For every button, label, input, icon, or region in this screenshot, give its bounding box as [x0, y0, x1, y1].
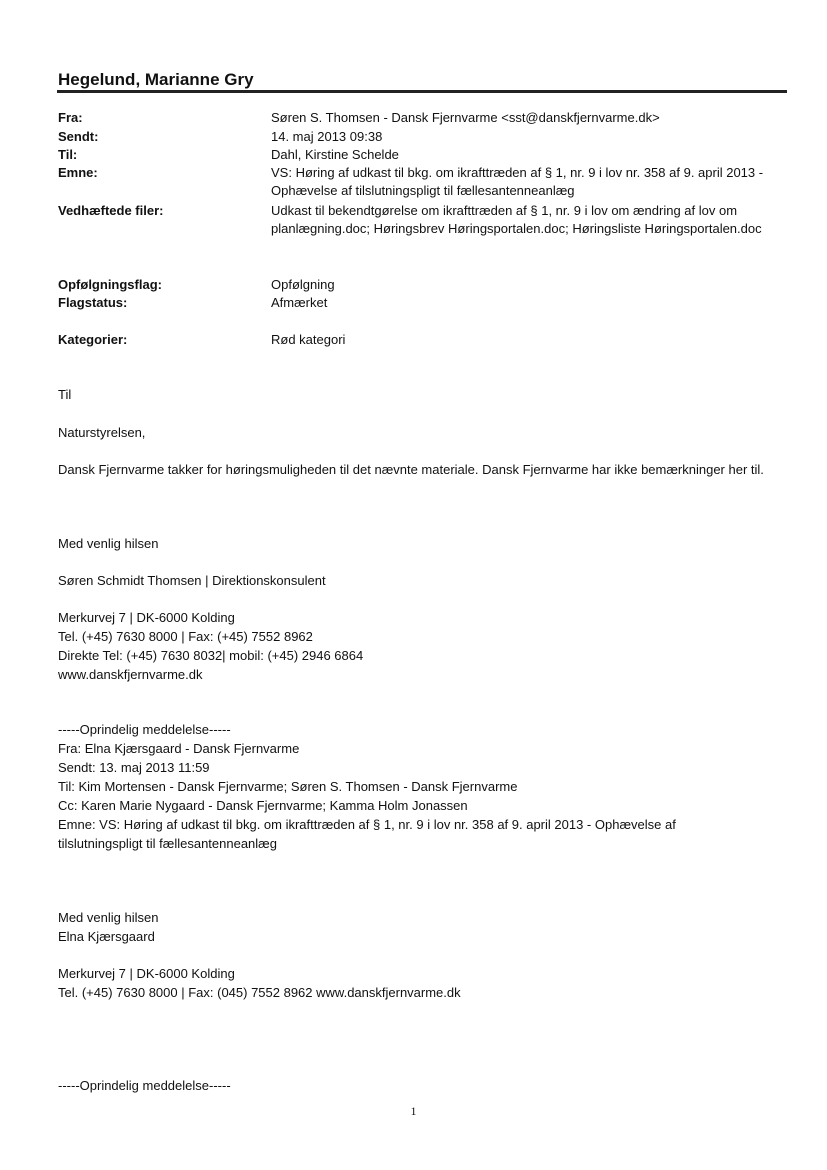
header-label: Fra: [58, 110, 83, 125]
mailbox-owner: Hegelund, Marianne Gry [58, 70, 254, 89]
header-value: Dahl, Kirstine Schelde [271, 147, 399, 162]
address: Merkurvej 7 | DK-6000 Kolding [58, 610, 235, 625]
original-closing: Med venlig hilsen [58, 910, 159, 925]
original-separator-2: -----Oprindelig meddelelse----- [58, 1078, 231, 1093]
original-subject: Emne: VS: Høring af udkast til bkg. om ikrafttræden af § 1, nr. 9 i lov nr. 358 af 9. april 2013 - Ophævelse af tilslutningspligt til fællesantenneanlæg [58, 817, 676, 851]
signer: Søren Schmidt Thomsen | Direktionskonsulent [58, 573, 326, 588]
original-to: Til: Kim Mortensen - Dansk Fjernvarme; Søren S. Thomsen - Dansk Fjernvarme [58, 779, 518, 794]
header-label: Emne: [58, 165, 98, 180]
direct-phone: Direkte Tel: (+45) 7630 8032| mobil: (+45) 2946 6864 [58, 648, 364, 663]
header-value: 14. maj 2013 09:38 [271, 129, 383, 144]
header-label: Flagstatus: [58, 295, 128, 310]
header-value: Rød kategori [271, 332, 346, 347]
header-label: Til: [58, 147, 78, 162]
original-from: Fra: Elna Kjærsgaard - Dansk Fjernvarme [58, 741, 300, 756]
header-label: Kategorier: [58, 332, 128, 347]
header-value: Afmærket [271, 295, 328, 310]
header-value: Opfølgning [271, 277, 335, 292]
header-value: VS: Høring af udkast til bkg. om ikrafttræden af § 1, nr. 9 i lov nr. 358 af 9. april 2013 - Ophævelse af tilslutningspligt til fællesantenneanlæg [271, 165, 764, 198]
header-value: Udkast til bekendtgørelse om ikrafttræden af § 1, nr. 9 i lov om ændring af lov om planlægning.doc; Høringsbrev Høringsportalen.doc; Høringsliste Høringsportalen.doc [271, 203, 762, 236]
website-link[interactable]: www.danskfjernvarme.dk [58, 667, 203, 682]
recipient: Naturstyrelsen, [58, 425, 146, 440]
closing: Med venlig hilsen [58, 536, 159, 551]
header-value: Søren S. Thomsen - Dansk Fjernvarme <sst@danskfjernvarme.dk> [271, 110, 660, 125]
original-signer: Elna Kjærsgaard [58, 929, 155, 944]
header-label: Opfølgningsflag: [58, 277, 162, 292]
original-separator: -----Oprindelig meddelelse----- [58, 722, 231, 737]
page-number: 1 [410, 1104, 417, 1118]
message: Dansk Fjernvarme takker for høringsmuligheden til det nævnte materiale. Dansk Fjernvarme har ikke bemærkninger her til. [58, 462, 764, 477]
phone: Tel. (+45) 7630 8000 | Fax: (+45) 7552 8962 [58, 629, 313, 644]
original-address: Merkurvej 7 | DK-6000 Kolding [58, 966, 235, 981]
greeting-to: Til [58, 387, 72, 402]
header-rule [57, 90, 787, 93]
original-cc: Cc: Karen Marie Nygaard - Dansk Fjernvarme; Kamma Holm Jonassen [58, 798, 468, 813]
original-sent: Sendt: 13. maj 2013 11:59 [58, 760, 210, 775]
header-label: Sendt: [58, 129, 99, 144]
original-contact: Tel. (+45) 7630 8000 | Fax: (045) 7552 8962 www.danskfjernvarme.dk [58, 985, 461, 1000]
header-label: Vedhæftede filer: [58, 203, 164, 218]
